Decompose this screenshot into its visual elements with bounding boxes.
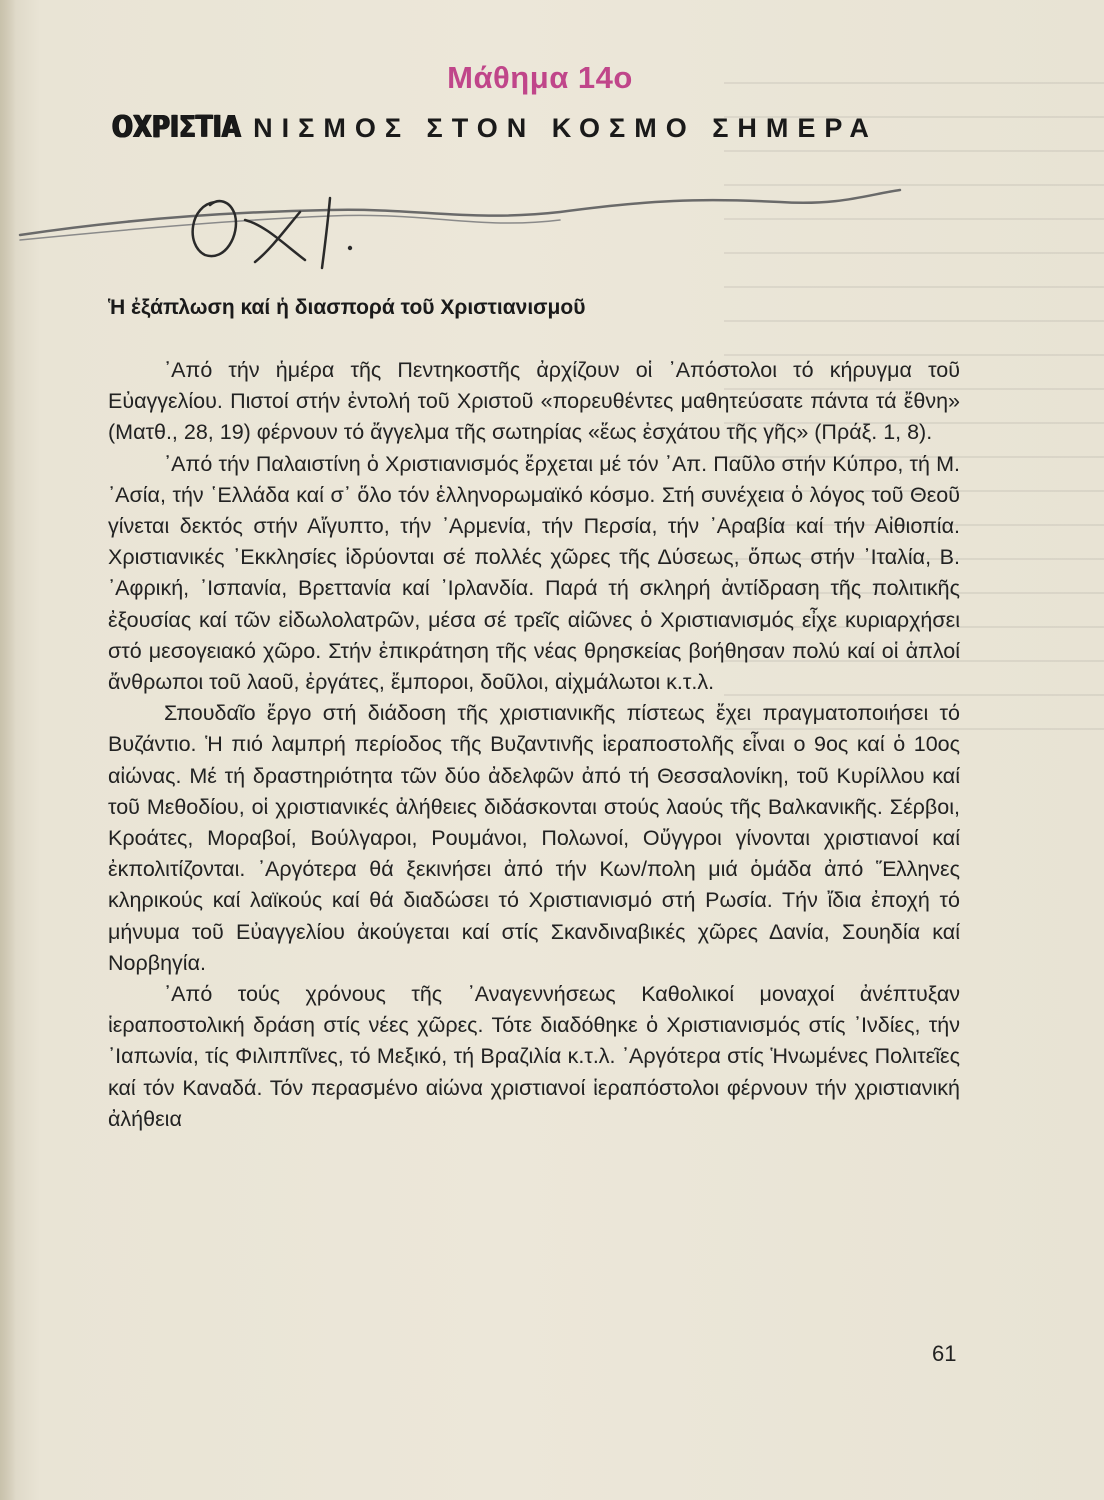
section-heading: Ἡ ἐξάπλωση καί ἡ διασπορά τοῦ Χριστιανισμοῦ <box>108 296 586 319</box>
paragraph-3: Σπουδαῖο ἔργο στή διάδοση τῆς χριστιανικῆς πίστεως ἔχει πραγματοποιήσει τό Βυζάντιο. Ἡ πιό λαμπρή περίοδος τῆς Βυζαντινῆς ἱεραποστολῆς εἶναι ο 9ος καί ὁ 10ος αἰώνας. Μέ τή δραστηριότητα τῶν δύο ἀδελφῶν ἀπό τή Θεσσαλονίκη, τοῦ Κυρίλλου καί τοῦ Μεθοδίου, οἱ χριστιανικές ἀλήθειες διδάσκονται στούς λαούς τῆς Βαλκανικῆς. Σέρβοι, Κροάτες, Μοραβοί, Βούλγαροι, Ρουμάνοι, Πολωνοί, Οὔγγροι γίνονται χριστιανοί καί ἐκπολιτίζονται. ᾿Αργότερα θά ξεκινήσει ἀπό τήν Κων/πολη μιά ὁμάδα ἀπό Ἕλληνες κληρικούς καί λαϊκούς καί θά διαδώσει τό Χριστιανισμό στή Ρωσία. Τήν ἴδια ἐποχή τό μήνυμα τοῦ Εὐαγγελίου ἀκούγεται καί στίς Σκανδιναβικές χῶρες Δανία, Σουηδία καί Νορβηγία. <box>108 701 960 975</box>
page-number: 61 <box>932 1341 957 1366</box>
handwritten-i <box>322 198 330 268</box>
paragraph-4: ᾿Από τούς χρόνους τῆς ᾿Αναγεννήσεως Καθολικοί μοναχοί ἀνέπτυξαν ἱεραποστολική δράση στίς νέες χῶρες. Τότε διαδόθηκε ὁ Χριστιανισμός στίς ᾿Ινδίες, τήν ᾿Ιαπωνία, τίς Φιλιππῖνες, τό Μεξικό, τή Βραζιλία κ.τ.λ. ᾿Αργότερα στίς Ἡνωμένες Πολιτεῖες καί τόν Καναδά. Τόν περασμένο αἰώνα χριστιανοί ἱεραπόστολοι φέρνουν τήν χριστιανική ἀλήθεια <box>108 982 960 1131</box>
chapter-title <box>112 110 1012 145</box>
lesson-title: Μάθημα 14ο <box>447 60 633 95</box>
handwritten-o <box>193 201 236 256</box>
handwriting-note-text: Οχι. <box>190 290 193 291</box>
paragraph-2: ᾿Από τήν Παλαιστίνη ὁ Χριστιανισμός ἔρχεται μέ τόν ᾿Απ. Παῦλο στήν Κύπρο, τή Μ. ᾿Ασία, τήν ῾Ελλάδα καί σ᾿ ὅλο τόν ἑλληνορωμαϊκό κόσμο. Στή συνέχεια ὁ λόγος τοῦ Θεοῦ γίνεται δεκτός στήν Αἴγυπτο, τήν ᾿Αρμενία, τήν Περσία, τήν ᾿Αραβία καί τήν Αἰθιοπία. Χριστιανικές ᾿Εκκλησίες ἱδρύονται σέ πολλές χῶρες τῆς Δύσεως, ὅπως στήν ᾿Ιταλία, Β. ᾿Αφρική, ᾿Ισπανία, Βρεττανία καί ᾿Ιρλανδία. Παρά τή σκληρή ἀντίδραση τῆς πολιτικῆς ἐξουσίας καί τῶν εἰδωλολατρῶν, μέσα σέ τρεῖς αἰῶνες ὁ Χριστιανισμός εἶχε κυριαρχήσει στό μεσογειακό χῶρο. Στήν ἐπικράτηση τῆς νέας θρησκείας βοήθησαν πολύ καί οἱ ἁπλοί ἄνθρωποι τοῦ λαοῦ, ἐργάτες, ἔμποροι, δοῦλοι, αἰχμάλωτοι κ.τ.λ. <box>108 451 960 695</box>
body-text <box>108 355 960 1135</box>
handwritten-dot <box>348 246 352 250</box>
chapter-title-rest: ΝΙΣΜΟΣ ΣΤΟΝ ΚΟΣΜΟ ΣΗΜΕΡΑ <box>253 113 878 143</box>
chapter-title-overwritten-part: ΟΧΡΙΣΤΙΑ <box>112 110 241 145</box>
pencil-stroke-line-2 <box>20 215 560 240</box>
handwritten-annotation <box>0 150 1104 300</box>
paragraph-1: ᾿Από τήν ἡμέρα τῆς Πεντηκοστῆς ἀρχίζουν οἱ ᾿Απόστολοι τό κήρυγμα τοῦ Εὐαγγελίου. Πιστοί στήν ἐντολή τοῦ Χριστοῦ «πορευθέντες μαθητεύσατε πάντα τά ἔθνη» (Ματθ., 28, 19) φέρνουν τό ἄγγελμα τῆς σωτηρίας «ἕως ἐσχάτου τῆς γῆς» (Πράξ. 1, 8). <box>108 358 960 445</box>
